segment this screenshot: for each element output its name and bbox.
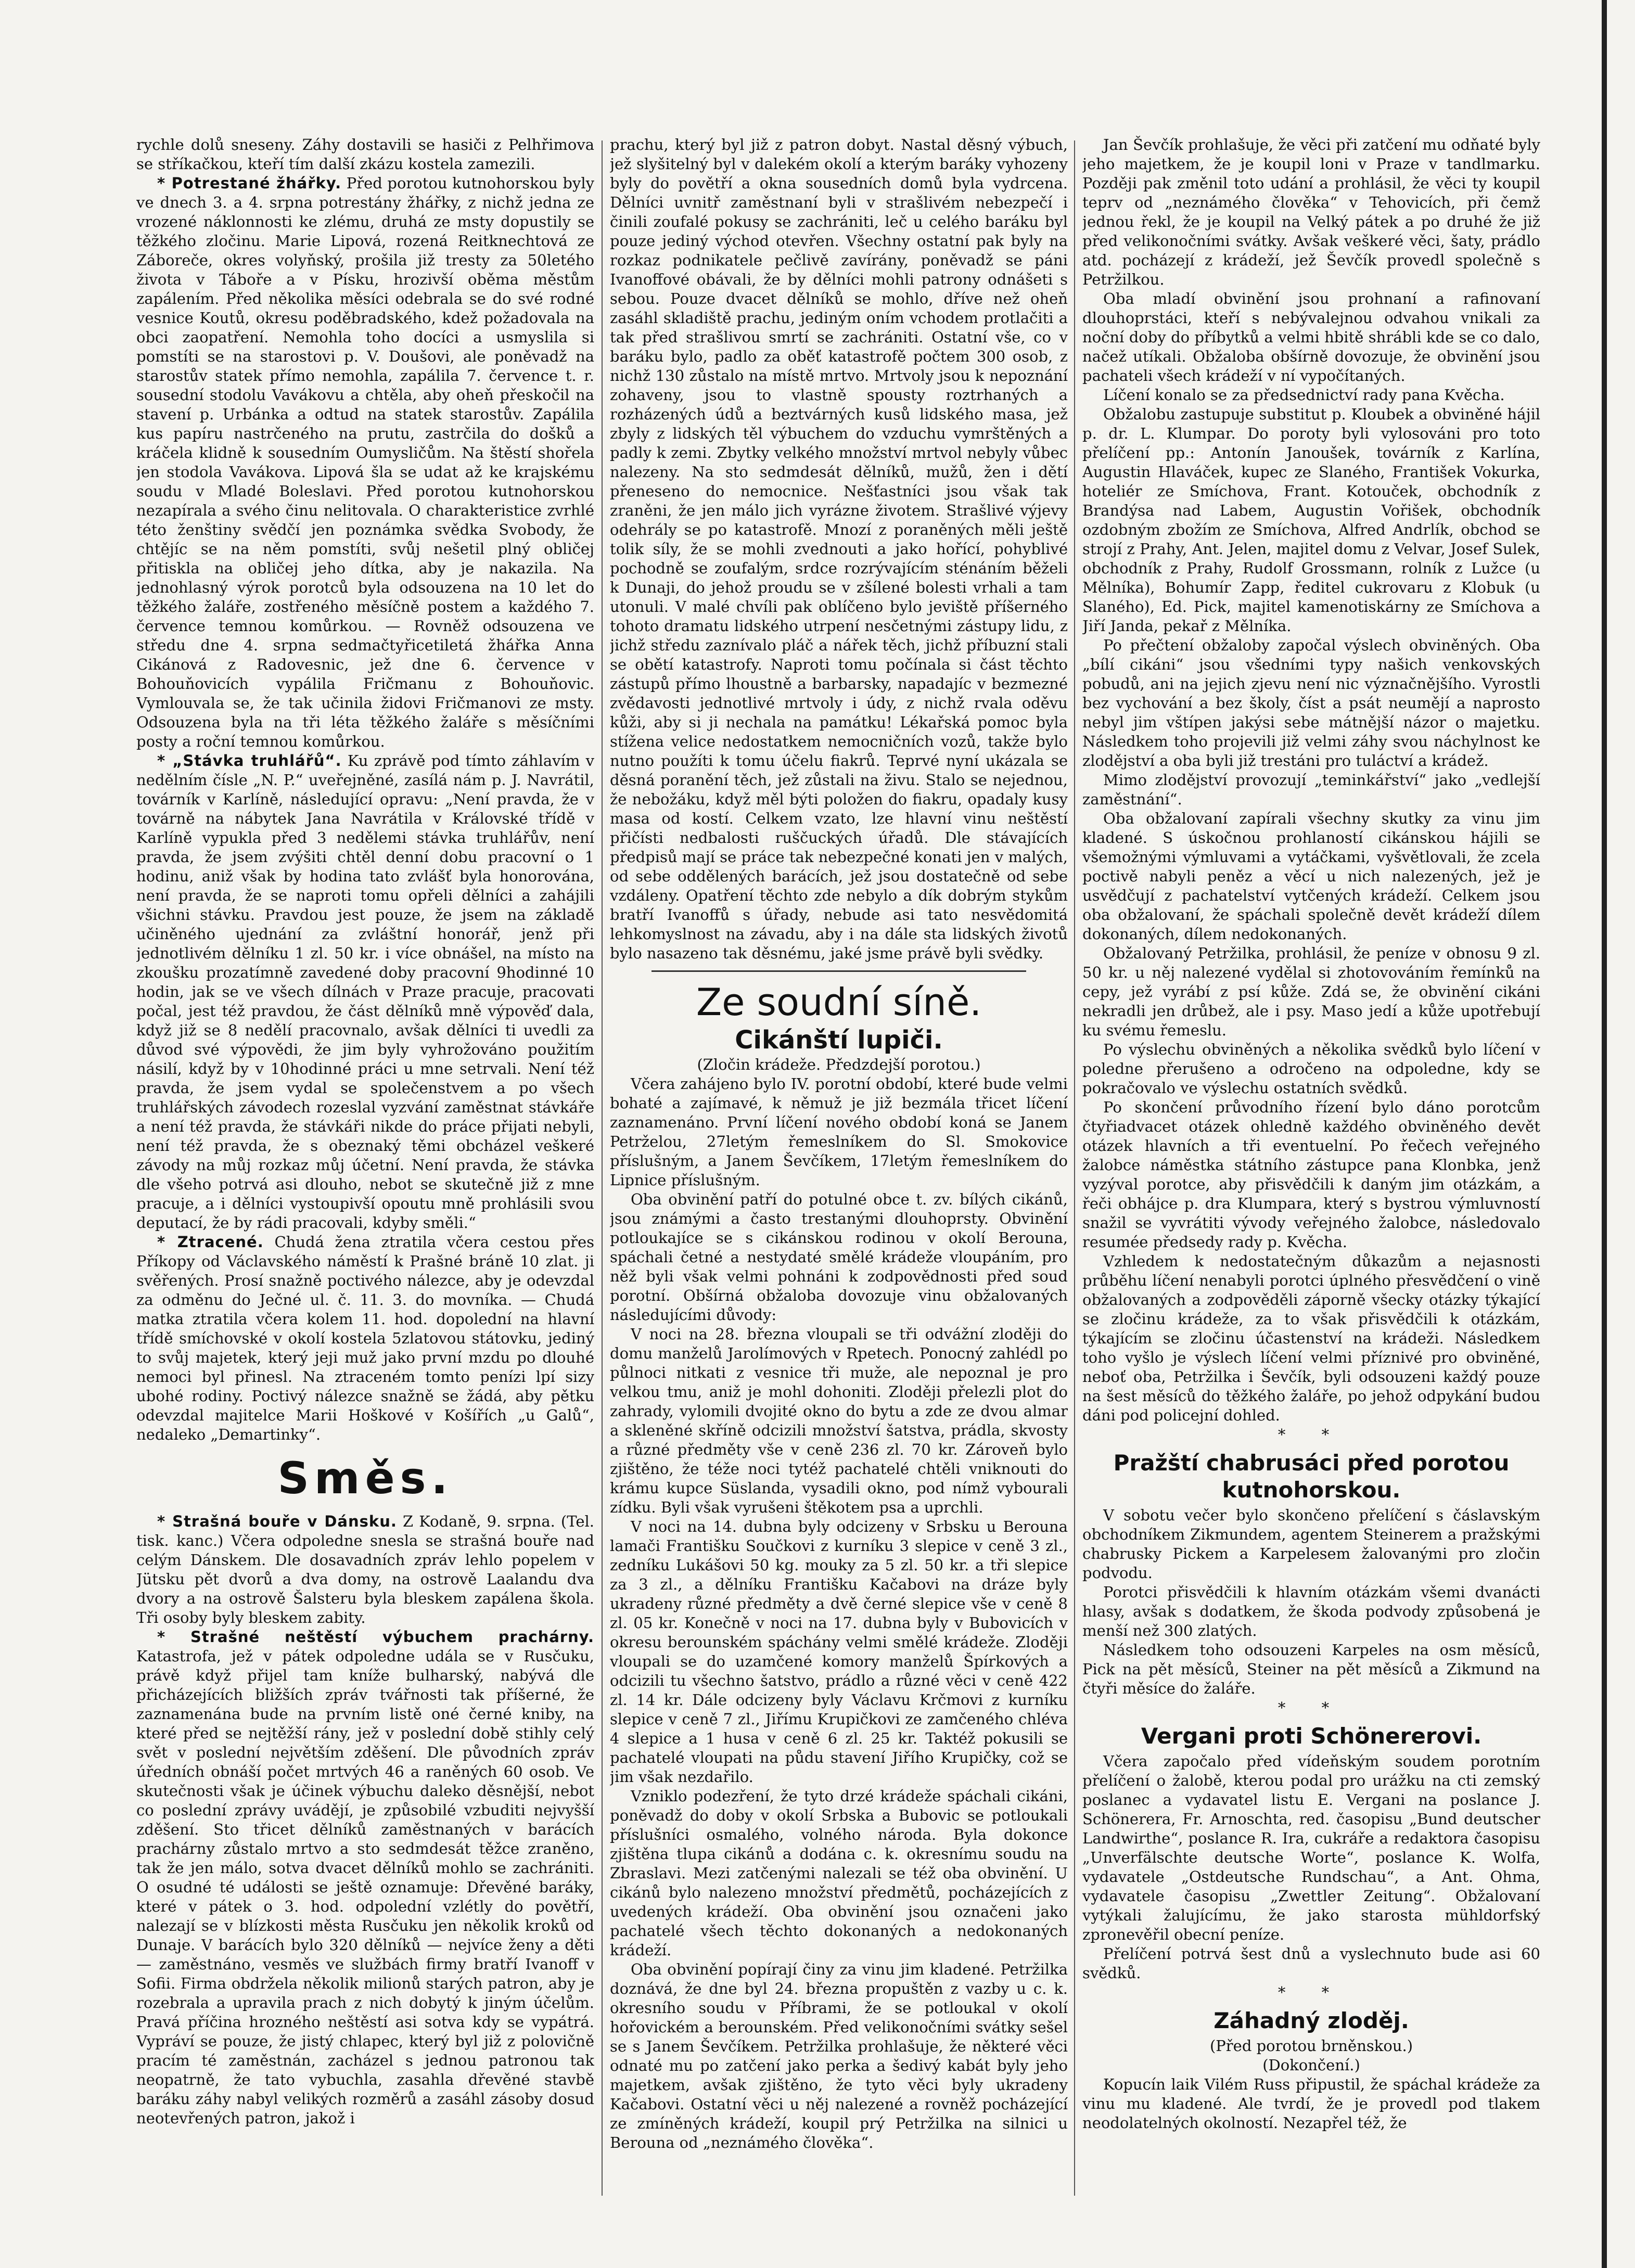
article-text: Včera zahájeno bylo IV. porotní období, které bude velmi bohaté a zajímavé, k němuž je již bezmála třicet líčení zaznamenáno. První líčení nového období koná se Janem Petrželou, 27letým řemeslníkem do Sl. Smokovice příslušným, a Janem Ševčíkem, 17letým řemeslníkem do Lipnice příslušným.	[610, 1075, 1068, 1189]
article-heading: * Strašná bouře v Dánsku.	[157, 1513, 397, 1530]
column-divider-1	[602, 140, 603, 2196]
article-text: Včera započalo před vídeňským soudem porotním přelíčení o žalobě, kterou podal pro urážku na cti zemský poslanec a vydavatel listu E. Vergani na poslance J. Schönerera, Fr. Arnoschta, red. časopisu „Bund deutscher Landwirthe“, poslance R. Ira, cukráře a redaktora časopisu „Unverfälschte deutsche Worte“, poslance K. Wolfa, vydavatele „Ostdeutsche Rundschau“, a Ant. Ohma, vydavatele časopisu „Zwettler Zeitung“. Obžalovaní vytýkali žalujícímu, že jako starosta mühldorfský zpronevěřil obecní peníze.	[1082, 1752, 1540, 1943]
scan-edge-line	[1602, 0, 1607, 2268]
column-2	[610, 135, 1068, 2206]
article-text: Obžalovaný Petržilka, prohlásil, že peníze v obnosu 9 zl. 50 kr. u něj nalezené vydělal si zhotovováním řemínků na cepy, jež vyrábí z psí kůže. Zdá se, že obvinění cikáni nekradli jen drůbež, ale i psy. Maso jedí a kůže upotřebují ku svému řemeslu.	[1082, 944, 1540, 1039]
divider-rule	[652, 970, 1026, 972]
article-heading: * Potrestané žhářky.	[157, 174, 342, 192]
article-text: Vzhledem k nedostatečným důkazům a nejasnosti průběhu líčení nenabyli porotci úplného přesvědčení o vině obžalovaných a zodpověděli záporně všecky otázky týkající se zločinu krádeže, za to však přisvědčili k otázkám, týkajícím se zločinu účastenství na krádeži. Následkem toho vyšlo je výslech líčení velmi příznivé pro obviněné, neboť oba, Petržilka i Ševčík, byli odsouzeni každý pouze na šest měsíců do těžkého žaláře, po jehož odpykání budou dáni pod policejní dohled.	[1082, 1252, 1540, 1424]
article-text: Před porotou kutnohorskou byly ve dnech 3. a 4. srpna potrestány žhářky, z nichž jedna ze vrozené náklonnosti ke zlému, druhá ze msty dopustily se těžkého zločinu. Marie Lipová, rozená Reitknechtová ze Záboreče, okres volyňský, prošila již tresty za 50letého života v Táboře a v Písku, hrozivší oběma městům zapálením. Před několika měsíci odebrala se do své rodné vesnice Koutů, okresu poděbradského, kdež požadovala na obci zaopatření. Nemohla toho docíci a usmyslila si pomstíti se na starostovi p. V. Doušovi, ale poněvadž na starostův statek přímo nemohla, zapálila 7. července t. r. sousední stodolu Vavákovu a chtěla, aby oheň přeskočil na stavení p. Urbánka a odtud na statek starostův. Zapálila kus papíru nastrčeného na prutu, zastrčila do došků a kráčela klidně k sousedním Oumysličům. Na štěstí shořela jen stodola Vavákova. Lipová šla se udat až ke krajskému soudu v Mladé Boleslavi. Před porotou kutnohorskou nezapírala a svého činu nelitovala. O charakteristice zvrhlé této ženštiny svědčí jen poznámka svědka Svobody, že chtějíc se na něm pomstíti, svůj nešetil plný obličej přitiskla na obličej jeho dítka, aby je nakazila. Na jednohlasný výrok porotců byla odsouzena na 10 let do těžkého žaláře, zostřeného měsíčně postem a každého 7. července temnou komůrkou. — Rovněž odsouzena ve středu dne 4. srpna sedmačtyřicetiletá žhářka Anna Cikánová z Radovesnic, jež dne 6. července v Bohouňovicích vypálila Fričmanu z Bohouňovic. Vymlouvala se, že tak učinila židovi Fričmanovi ze msty. Odsouzena byla na tři léta těžkého žaláře s měsíčními posty a roční temnou komůrkou.	[136, 174, 594, 750]
separator-stars: * *	[1278, 1983, 1345, 2001]
separator-stars: * *	[1278, 1699, 1345, 1716]
article-text: Oba obžalovaní zapírali všechny skutky za vinu jim kladené. S úskočnou prohlaností cikánskou hájili se všemožnými výmluvami a vytáčkami, vyšvětlovali, že zcela poctivě nabyli peněz a věcí u nich nalezených, jež je usvědčují z pachatelství vytčených krádeží. Celkem jsou oba obžalovaní, že spáchali společně devět krádeží dílem dokonaných, dílem nedokonaných.	[1082, 810, 1540, 943]
article-text: rychle dolů sneseny. Záhy dostavili se hasiči z Pelhřimova se stříkačkou, kteří tím další zkázu kostela zamezili.	[136, 136, 594, 173]
article-paragraph	[136, 1512, 594, 1628]
article-text: Po skončení průvodního řízení bylo dáno porotcům čtyřiadvacet otázek ohledně každého obviněného devět otázek hlavních a tři eventuelní. Po řečech veřejného žalobce náměstka státního zástupce pana Klonbka, jenž vyzýval porotce, aby přisvědčili k daným jim otázkám, a řeči obhájce p. dra Klumpara, který s bystrou výmluvností snažil se vyvrátiti vývody veřejného žalobce, následovalo resumée předsedy rady p. Kvěcha.	[1082, 1098, 1540, 1251]
article-text: V noci na 14. dubna byly odcizeny v Srbsku u Berouna lamači Františku Součkovi z kurníku 3 slepice v ceně 3 zl., zedníku Lukášovi 50 kg. mouky za 5 zl. 50 kr. a tři slepice za 3 zl., a dělníku Františku Kačabovi na dráze byly ukradeny různé předměty a dvě černé slepice vše v ceně 8 zl. 05 kr. Konečně v noci na 17. dubna byly v Bubovicích v okresu berounském spáchány velmi smělé krádeže. Zloději vloupali se do uzamčené komory manželů Špírkových a odcizili tu všechno šatstvo, prádlo a různé věci v ceně 422 zl. 14 kr. Dále odcizeny byly Václavu Krčmovi z kurníku slepice v ceně 7 zl., Jiřímu Krupičkovi ze zamčeného chléva 4 slepice a 1 husa v ceně 6 zl. 25 kr. Taktéž pokusili se pachatelé vloupati na půdu stavení Jiřího Krupičky, což se jim však nezdařilo.	[610, 1518, 1068, 1786]
article-title: Záhadný zloděj.	[1214, 2008, 1409, 2033]
article-text: Vzniklo podezření, že tyto drzé krádeže spáchali cikáni, poněvadž do doby v okolí Srbska a Bubovic se potloukali příslušníci osmalého, volného národa. Byla dokonce zjištěna tlupa cikánů a dodána c. k. okresnímu soudu na Zbraslavi. Mezi zatčenými nalezali se též oba obvinění. U cikánů bylo nalezeno množství předmětů, pocházejících z uvedených krádeží. Oba obvinění jsou označeni jako pachatelé všech těchto dokonaných a nedokonaných krádeží.	[610, 1787, 1068, 1959]
article-title: Vergani proti Schönererovi.	[1141, 1723, 1482, 1749]
article-text: prachu, který byl již z patron dobyt. Nastal děsný výbuch, jež slyšitelný byl v dalekém okolí a kterým baráky vyhozeny byly do povětří a okna sousedních domů byla vydrcena. Dělníci uvnitř zaměstnaní byli v strašlivém nebezpečí i činili zoufalé pokusy se zachrániti, leč u celého baráku byl pouze jediný východ otevřen. Všechny ostatní pak byly na rozkaz podnikatele pečlivě zavírány, poněvadž se páni Ivanoffové obávali, že by dělníci mohli patrony odnášeti s sebou. Pouze dvacet dělníků se mohlo, dříve než oheň zasáhl skladiště prachu, jediným oním vchodem protlačiti a tak před strašlivou smrtí se zachrániti. Ostatní vše, co v baráku bylo, padlo za oběť katastrofě počtem 300 osob, z nichž 130 zůstalo na místě mrtvo. Mrtvoly jsou k nepoznání zohaveny, jsou to vlastně spousty roztrhaných a rozházených údů a beztvárných kusů lidského masa, jež zbyly z lidských těl výbuchem do vzduchu vymrštěných a padly k zemi. Zbytky velkého množství mrtvol nebyly vůbec nalezeny. Na sto sedmdesát dělníků, mužů, žen i dětí přeneseno do nemocnice. Nešťastníci jsou však tak zraněni, že jen málo jich vyrázne životem. Strašlivé výjevy odehrály se po katastrofě. Mnozí z poraněných měli ještě tolik síly, že se mohli zvednouti a jako hořící, pohyblivé pochodně se zoufalým, srdce rozrývajícím sténáním běželi k Dunaji, do jehož proudu se v zšílené bolesti vrhali a tam utonuli. V malé chvíli pak oblíčeno bylo jeviště příšerného tohoto dramatu lidského utrpení nesčetnými zástupy lidu, z jichž středu zaznívalo pláč a nářek těch, jichž příbuzní stali se obětí katastrofy. Naproti tomu počínala si část těchto zástupů přímo lhoustně a barbarsky, napadajíc v bezmezné zvědavosti jednotlivé mrtvoly i údy, z nichž rvala oděvu kůži, aby si ji nechala na památku! Lékařská pomoc byla stížena velice nedostatkem nemocničních vozů, takže bylo nutno použíti k tomu účelu fiakrů. Teprvé nyní ukázala se děsná poranění těch, jež zůstali na živu. Stalo se nejednou, že nebožáku, když měl býti položen do fiakru, opadaly kusy masa od kostí. Celkem vzato, lze hlavní vinu neštěstí přičísti nedbalosti ruščuckých úřadů. Dle stávajících předpisů mají se práce tak nebezpečné konati jen v malých, od sebe oddělených barácích, jež jsou dostatečně od sebe vzdáleny. Opatření těchto zde nebylo a dík dobrým stykům bratří Ivanoffů s úřady, nebude asi tato nesvědomitá lehkomyslnost na závadu, aby i na dále sta lidských životů bylo nasazeno tak děsnému, jaké jsme právě byli svědky.	[610, 136, 1068, 962]
section-title-smes: Směs.	[277, 1453, 453, 1504]
article-text: Chudá žena ztratila včera cestou přes Příkopy od Václavského náměstí k Prašné bráně 10 zlat. ji svěřených. Prosí snažně poctivého nálezce, aby je odevzdal za odměnu do Ječné ul. č. 11. 3. do movníka. — Chudá matka ztratila včera kolem 11. hod. dopolední na hlavní třídě smíchovské v okolí kostela 5zlatovou státovku, jediný to svůj majetek, který jeji muž jako první mzdu po dlouhé nemoci byl přinesl. Na ztraceném tomto penízi lpí sizy ubohé rodiny. Poctivý nálezce snažně se žádá, aby pětku odevzdal majitelce Marii Hoškové v Košířích „u Galů“, nedaleko „Demartinky“.	[136, 1233, 594, 1443]
article-text: Po přečtení obžaloby započal výslech obviněných. Oba „bílí cikáni“ jsou všedními typy našich venkovských pobudů, ani na jejich zjevu není nic význačnějšího. Vyrostli bez vychování a bez školy, číst a psát neumějí a naprosto nebyl jim vštípen jakýsi sebe mátnější názor o majetku. Následkem toho projevili již velmi záhy svou náchylnost ke zlodějství a oba byli již trestáni pro tuláctví a krádež.	[1082, 636, 1540, 770]
article-caption: (Před porotou brněnskou.)	[1209, 2037, 1413, 2055]
article-text: Oba mladí obvinění jsou prohnaní a rafinovaní dlouhoprstáci, kteří s nebývalejnou odvahou vnikali za noční doby do příbytků a velmi hbitě shrábli kde se co dalo, načež utíkali. Obžaloba obšírně dovozuje, že obvinění jsou pachateli všech krádeží v ní vypočítaných.	[1082, 290, 1540, 385]
article-text: Líčení konalo se za předsednictví rady pana Kvěcha.	[1103, 386, 1505, 404]
article-title: Cikánští lupiči.	[735, 1026, 943, 1055]
article-text: V sobotu večer bylo skončeno přelíčení s čáslavským obchodníkem Zikmundem, agentem Steinerem a pražskými chabrusky Pickem a Karpelesem žalovanými pro zločin podvodu.	[1082, 1506, 1540, 1582]
article-text: Po výslechu obviněných a několika svědků bylo líčení v poledne přerušeno a odročeno na odpoledne, kdy se pokračovalo ve výslechu ostatních svědků.	[1082, 1041, 1540, 1097]
article-caption: (Dokončení.)	[1262, 2056, 1360, 2074]
column-3	[1082, 135, 1540, 2206]
article-title: Pražští chabrusáci před porotou kutnohorskou.	[1113, 1450, 1510, 1503]
article-text: V noci na 28. března vloupali se tři odvážní zloději do domu manželů Jarolímových v Rpetech. Ponocný zahlédl po půlnoci nitkati z vesnice tři muže, ale nepoznal je pro velkou tmu, aniž je mohl dohoniti. Zloději přelezli plot do zahrady, vylomili dvojité okno do bytu a zde ze dvou almar a skleněné skříně odcizili množství šatstva, prádla, skvosty a různé předměty vše v ceně 236 zl. 70 kr. Zároveň bylo zjištěno, že téže noci tytéž pachatelé chtěli vniknouti do krámu kupce Süslanda, vysadili okno, pod nímž vybourali zídku. Byli však vyrušeni štěkotem psa a uprchli.	[610, 1325, 1068, 1516]
article-text: Přelíčení potrvá šest dnů a vyslechnuto bude asi 60 svědků.	[1082, 1945, 1540, 1982]
article-text: Kopucín laik Vilém Russ připustil, že spáchal krádeže za vinu mu kladené. Ale tvrdí, že je provedl pod tlakem neodolatelných okolností. Nezapřel též, že	[1082, 2075, 1540, 2132]
article-text: Mimo zlodějství provozují „teminkářství“ jako „vedlejší zaměstnání“.	[1082, 771, 1540, 808]
article-heading: * Strašné neštěstí výbuchem prachárny.	[157, 1628, 594, 1646]
article-paragraph	[136, 751, 594, 1233]
article-paragraph	[136, 174, 594, 751]
article-heading: * „Stávka truhlářů“.	[157, 752, 342, 770]
article-text: Následkem toho odsouzeni Karpeles na osm měsíců, Pick na pět měsíců, Steiner na pět měsíců a Zikmund na čtyři měsíce do žaláře.	[1082, 1641, 1540, 1697]
article-text: Z Kodaně, 9. srpna. (Tel. tisk. kanc.) Včera odpoledne snesla se strašná bouře nad celým Dánskem. Dle dosavadních zpráv lehlo popelem v Jütsku pět dvorů a dva domy, na ostrově Laalandu dva dvory a na ostrově Šalsteru byla bleskem zapálena škola. Tři osoby byly bleskem zabity.	[136, 1513, 594, 1626]
article-text: Porotci přisvědčili k hlavním otázkám všemi dvanácti hlasy, avšak s dodatkem, že škoda podvody způsobená je menší než 300 zlatých.	[1082, 1583, 1540, 1639]
article-text: Katastrofa, jež v pátek odpoledne udála se v Rusčuku, právě když přijel tam kníže bulharský, nabývá dle přicházejících bližších zpráv tvářnosti tak příšerné, že zaznamenána bude na prvním listě oné černé kniby, na které před se nejtěžší rány, jež v poslední době stihly celý svět v poslední největším zděšení. Dle původních zpráv úředních obnáší počet mrtvých 46 a raněných 60 osob. Ve skutečnosti však je účinek výbuchu daleko děsnější, nebot co poslední zprávy uvádějí, je způsobilé vzbuditi nejvyšší zděšení. Sto třicet dělníků zaměstnaných v barácích prachárny zůstalo mrtvo a sto sedmdesát těžce zraněno, tak že jen málo, sotva dvacet dělníků mohlo se zachrániti. O osudné té události se ještě oznamuje: Dřevěné baráky, které v pátek o 3. hod. odpolední vzlétly do povětří, nalezají se v blízkosti města Rusčuku jen několik kroků od Dunaje. V barácích bylo 320 dělníků — nejvíce ženy a děti — zaměstnáno, vesměs ve službách firmy bratří Ivanoff v Sofii. Firma obdržela několik milionů starých patron, aby je rozebrala a upravila prach z nich dobytý k jiným účelům. Pravá příčina hrozného neštěstí asi sotva kdy se vypátrá. Vypráví se pouze, že jistý chlapec, který byl již z polovičně pracím té zaměstnán, zacházel s jednou patronou tak neopatrně, že tato vybuchla, zasahla dřevěné stavbě baráku záhy nabyl velikých rozměrů a zasáhl zásoby dosud neotevřených patron, jakož i	[136, 1647, 594, 2127]
article-caption: (Zločin krádeže. Předzdejší porotou.)	[697, 1056, 981, 1073]
article-paragraph	[136, 1233, 594, 1444]
article-paragraph	[136, 1628, 594, 2128]
column-1	[136, 135, 594, 2206]
separator-stars: * *	[1278, 1426, 1345, 1443]
article-text: Obžalobu zastupuje substitut p. Kloubek a obviněné hájil p. dr. L. Klumpar. Do poroty byli vylosováni pro toto přelíčení pp.: Antonín Janoušek, továrník z Karlína, Augustin Hlaváček, kupec ze Slaného, František Vokurka, hoteliér ze Smíchova, Frant. Kotouček, obchodník z Brandýsa nad Labem, Augustin Vořišek, obchodník ozdobným zbožím ze Smíchova, Alfred Andrlík, obchod se strojí z Prahy, Ant. Jelen, majitel domu z Velvar, Josef Sulek, obchodník z Prahy, Rudolf Grossmann, rolník z Lužce (u Mělníka), Bohumír Zapp, ředitel cukrovaru z Klobuk (u Slaného), Ed. Pick, majitel kamenotiskárny ze Smíchova a Jiří Janda, pekař z Mělníka.	[1082, 405, 1540, 635]
article-text: Oba obvinění patří do potulné obce t. zv. bílých cikánů, jsou známými a často trestanými dlouhoprsty. Obvinění potloukajíce se s cikánskou rodinou v okolí Berouna, spáchali četné a nestydaté smělé krádeže vloupáním, pro něž byli však velmi pohnáni k zodpovědnosti před soud porotní. Obšírná obžaloba dovozuje vinu obžalovaných následujícími důvody:	[610, 1190, 1068, 1324]
section-title-court: Ze soudní síně.	[696, 980, 982, 1024]
article-text: Jan Ševčík prohlašuje, že věci při zatčení mu odňaté byly jeho majetkem, že je koupil loni v Praze v tandlmarku. Později pak změnil toto udání a prohlásil, že věci ty koupil teprv od „neznámého člověka“ v Tehovicích, při čemž jednou řekl, že je koupil na Velký pátek a po druhé že již před velikonočními svátky. Avšak veškeré věci, šaty, prádlo atd. pocházejí z krádeží, jež Ševčík provedl společně s Petržilkou.	[1082, 136, 1540, 288]
article-heading: * Ztracené.	[157, 1233, 264, 1251]
article-text: Oba obvinění popírají činy za vinu jim kladené. Petržilka doznává, že dne byl 24. března propuštěn z vazby u c. k. okresního soudu v Příbrami, že se potloukal v okolí hořovickém a berounském. Před velikonočními svátky sešel se s Janem Ševčíkem. Petržilka prohlašuje, že některé věci odnaté mu po zatčení jako perka a šedivý kabát byly jeho majetkem, avšak zjištěno, že tyto věci byly ukradeny Kačabovi. Ostatní věci u něj nalezené a rovněž pocházející ze zmíněných krádeží, koupil prý Petržilka na silnici u Berouna od „neznámého člověka“.	[610, 1961, 1068, 2151]
article-text: Ku zprávě pod tímto záhlavím v nedělním čísle „N. P.“ uveřejněné, zasílá nám p. J. Navrátil, továrník v Karlíně, následující opravu: „Není pravda, že v továrně na nábytek Jana Navrátila v Královské třídě v Karlíně vypukla před 3 nedělemi stávka truhlářův, není pravda, že jsem zvýšiti chtěl denní dobu pracovní o 1 hodinu, aniž však by hodina tato zvlášť byla honorována, není pravda, že se naproti tomu opřeli dělníci a zahájili všichni stávku. Pravdou jest pouze, že jsem na základě učiněného ujednání za zvláštní honorář, jenž při jednotlivém dělníku 1 zl. 50 kr. i více obnášel, na místo na zkoušku prozatímně zavedené doby pracovní 9hodinné 10 hodin, jak se ve všech dílnách v Praze pracuje, pracovati počal, jest též pravdou, že část dělníků mně výpověď dala, když již se 8 nedělí pracovnalo, avšak dělníci ti uvedli za důvod své výpovědi, že jim byly vyhrožováno použitím násilí, když by v 10hodinné práci u mne setrvali. Není též pravda, že jsem vydal se společenstvem a po všech truhlářských závodech rozeslal vyzvání zaměstnat stávkáře a není též pravda, že stávkáři nikde do práce přijati nebyli, není též pravda, že s obeznaký těmi obcházel veškeré závody na můj rozkaz můj účetní. Není pravda, že stávka dle všeho potrvá asi dlouho, nebot se skutečně již z mne pracuje, a i dělníci vystoupivší opoutu mně prohlásili svou deputací, že by rádi pracovali, kdyby směli.“	[136, 752, 594, 1232]
column-divider-2	[1074, 140, 1075, 2196]
